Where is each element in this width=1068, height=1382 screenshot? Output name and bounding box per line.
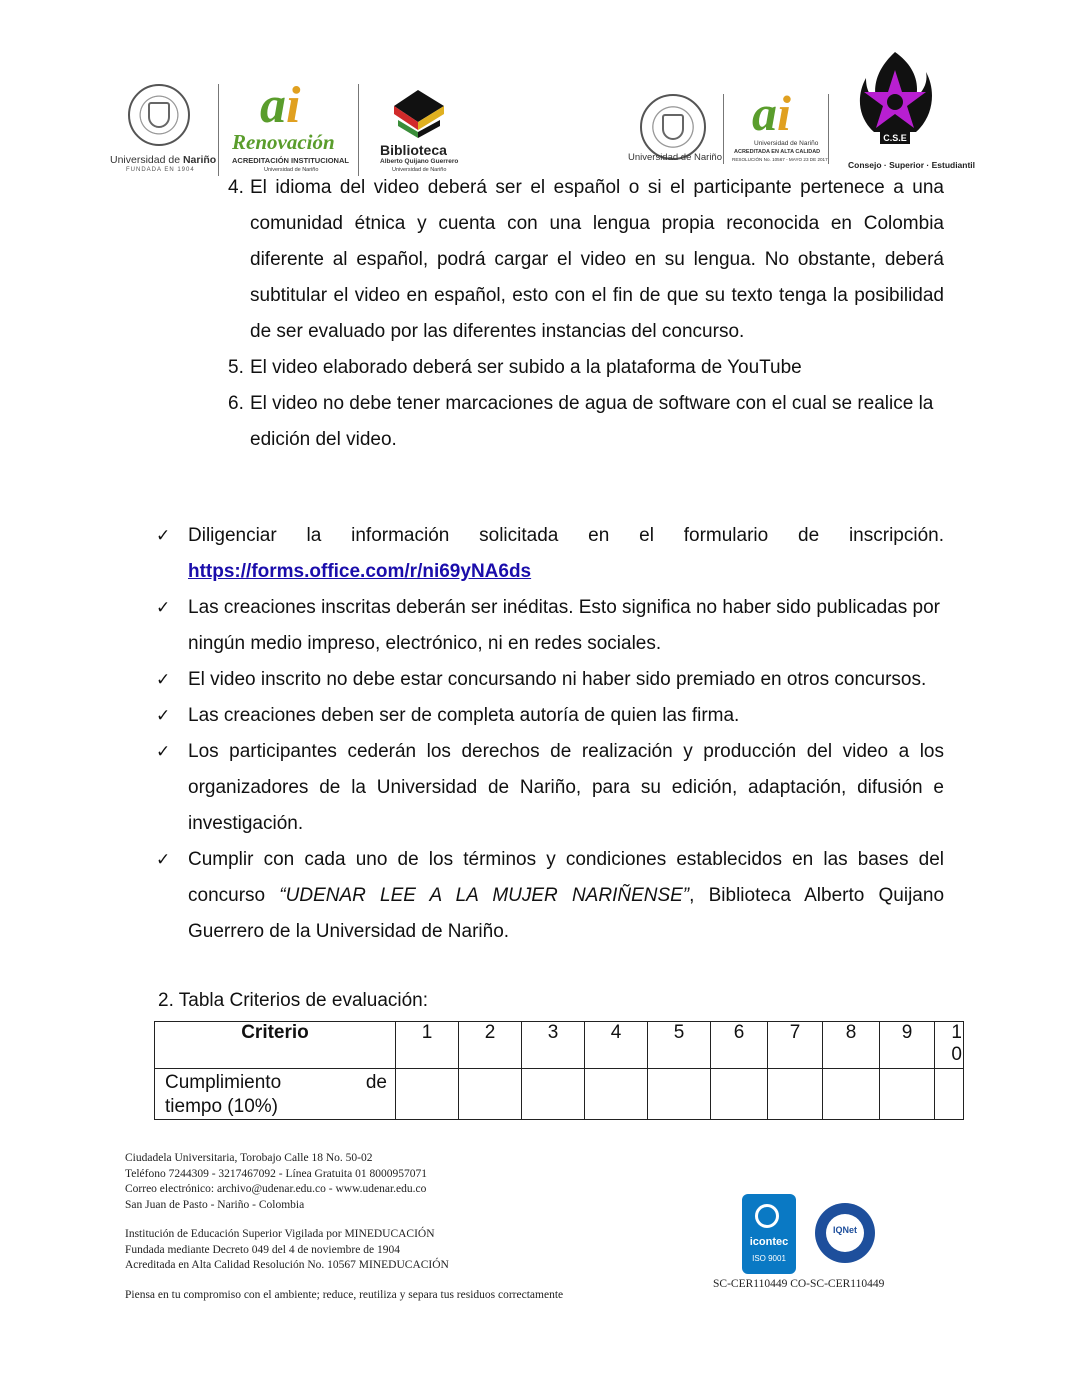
divider <box>723 94 724 164</box>
checkmark-icon: ✓ <box>156 526 171 546</box>
checkmark-icon: ✓ <box>156 850 171 870</box>
divider <box>218 84 219 176</box>
list-item <box>156 698 944 734</box>
iqnet-logo-icon: IQNet <box>815 1203 875 1263</box>
table-header-row <box>155 1022 964 1069</box>
criteria-table <box>154 1021 964 1120</box>
acreditacion-label: ACREDITACIÓN INSTITUCIONAL <box>232 156 349 165</box>
biblioteca-title: Biblioteca <box>380 142 447 158</box>
list-item <box>156 842 944 950</box>
column-header: 9 <box>880 1022 935 1069</box>
score-cell[interactable] <box>880 1069 935 1120</box>
header-logos-left <box>108 77 468 180</box>
checkmark-icon: ✓ <box>156 598 171 618</box>
university-name-right: Universidad de Nariño <box>628 152 722 163</box>
university-founded: FUNDADA EN 1904 <box>126 167 195 173</box>
list-text: Diligenciar la información solicitada en el formulario de inscripción. <box>188 525 944 546</box>
list-text: Las creaciones inscritas deberán ser inéditas. Esto significa no haber sido publicadas por ningún medio impreso, electrónico, ni en redes sociales. <box>188 597 940 654</box>
list-text: Las creaciones deben ser de completa autoría de quien las firma. <box>188 705 740 726</box>
numbered-list <box>228 170 944 458</box>
list-item <box>228 170 944 350</box>
university-seal-icon <box>128 84 190 146</box>
checkmark-icon: ✓ <box>156 706 171 726</box>
list-text-post: , Biblioteca Alberto Quijano Guerrero de la Universidad de Nariño. <box>188 885 945 942</box>
column-header: 6 <box>711 1022 768 1069</box>
acreditacion-sub: Universidad de Nariño <box>264 167 319 173</box>
score-cell[interactable] <box>648 1069 711 1120</box>
header-logos-right <box>628 50 976 180</box>
divider <box>828 94 829 164</box>
score-cell[interactable] <box>522 1069 585 1120</box>
university-seal-icon <box>640 94 706 160</box>
list-item <box>156 518 944 590</box>
list-item <box>156 734 944 842</box>
list-number: 5. <box>228 357 244 378</box>
divider <box>358 84 359 176</box>
list-item <box>156 590 944 662</box>
footer-institution: Institución de Educación Superior Vigilada por MINEDUCACIÓN Fundada mediante Decreto 049 del 4 de noviembre de 1904 Acreditada en Alta Calidad Resolución No. 10567 MINEDUCACIÓN <box>125 1228 449 1271</box>
biblioteca-sub: Alberto Quijano Guerrero <box>380 158 459 165</box>
score-cell[interactable] <box>823 1069 880 1120</box>
footer-environment-note: Piensa en tu compromiso con el ambiente; reduce, reutiliza y separa tus residuos correctamente <box>125 1289 564 1301</box>
list-number: 4. <box>228 177 244 198</box>
checkmark-icon: ✓ <box>156 670 171 690</box>
certification-codes: SC-CER110449 CO-SC-CER110449 <box>713 1278 885 1290</box>
score-cell[interactable] <box>768 1069 823 1120</box>
biblioteca-logo-icon <box>388 86 450 142</box>
list-text: El video no debe tener marcaciones de agua de software con el cual se realice la edición del video. <box>250 393 934 450</box>
score-cell[interactable] <box>459 1069 522 1120</box>
acred-line2: ACREDITADA EN ALTA CALIDAD <box>734 149 821 155</box>
contest-name: “UDENAR LEE A LA MUJER NARIÑENSE” <box>279 885 690 906</box>
column-header: 7 <box>768 1022 823 1069</box>
university-name: Universidad de Nariño <box>110 154 217 166</box>
column-header: 1 <box>396 1022 459 1069</box>
list-text-pre: Cumplir con cada uno de los términos y condiciones establecidos en las bases del concurso <box>188 849 944 906</box>
criterio-header: Criterio <box>155 1022 396 1069</box>
column-header: 5 <box>648 1022 711 1069</box>
list-text: Los participantes cederán los derechos de realización y producción del video a los organizadores de la Universidad de Nariño, para su edición, adaptación, difusión e investigación. <box>188 741 944 834</box>
acred-line1: Universidad de Nariño <box>754 140 819 147</box>
column-header-10: 1 0 <box>935 1022 964 1069</box>
column-header: 2 <box>459 1022 522 1069</box>
cse-badge-text: C.S.E <box>883 133 907 143</box>
score-cell[interactable] <box>585 1069 648 1120</box>
biblioteca-sub2: Universidad de Nariño <box>392 167 447 173</box>
cse-caption: Consejo · Superior · Estudiantil <box>848 160 976 170</box>
renovacion-word: Renovación <box>232 130 335 154</box>
table-row <box>155 1069 964 1120</box>
footer-address: Ciudadela Universitaria, Torobajo Calle 18 No. 50-02 Teléfono 7244309 - 3217467092 - Línea Gratuita 01 8000957071 Correo electrónico: archivo@udenar.edu.co - www.udenar.edu.co San Juan de Pasto - Nariño - Colombia <box>125 1152 427 1211</box>
checklist <box>156 518 944 950</box>
list-item <box>228 350 944 386</box>
list-item <box>156 662 944 698</box>
row-label-cell: Cumplimiento de tiempo (10%) <box>155 1069 396 1120</box>
score-cell[interactable] <box>711 1069 768 1120</box>
score-cell[interactable] <box>396 1069 459 1120</box>
list-number: 6. <box>228 393 244 414</box>
ai-acreditacion-logo-icon: ai <box>752 85 791 141</box>
list-text: El video elaborado deberá ser subido a la plataforma de YouTube <box>250 357 802 378</box>
list-text: El idioma del video deberá ser el español o si el participante pertenece a una comunidad étnica y cuenta con una lengua propia reconocida en Colombia diferente al español, podrá cargar el video en su lengua. No obstante, deberá subtitular el video en español, esto con el fin de que su texto tenga la posibilidad de ser evaluado por las diferentes instancias del concurso. <box>250 177 944 342</box>
list-item <box>228 386 944 458</box>
icontec-logo-icon: icontec ISO 9001 <box>742 1194 796 1274</box>
ai-renovacion-logo-icon: ai <box>260 77 301 134</box>
list-text: El video inscrito no debe estar concursando ni haber sido premiado en otros concursos. <box>188 669 927 690</box>
score-cell[interactable] <box>935 1069 964 1120</box>
cse-star-logo-icon <box>854 50 936 148</box>
registration-form-link[interactable]: https://forms.office.com/r/ni69yNA6ds <box>188 561 532 582</box>
table-title: 2. Tabla Criterios de evaluación: <box>158 990 429 1011</box>
acred-line3: RESOLUCIÓN No. 10567 - MAYO 23 DE 2017 <box>732 157 828 162</box>
column-header: 3 <box>522 1022 585 1069</box>
column-header: 8 <box>823 1022 880 1069</box>
checkmark-icon: ✓ <box>156 742 171 762</box>
column-header: 4 <box>585 1022 648 1069</box>
